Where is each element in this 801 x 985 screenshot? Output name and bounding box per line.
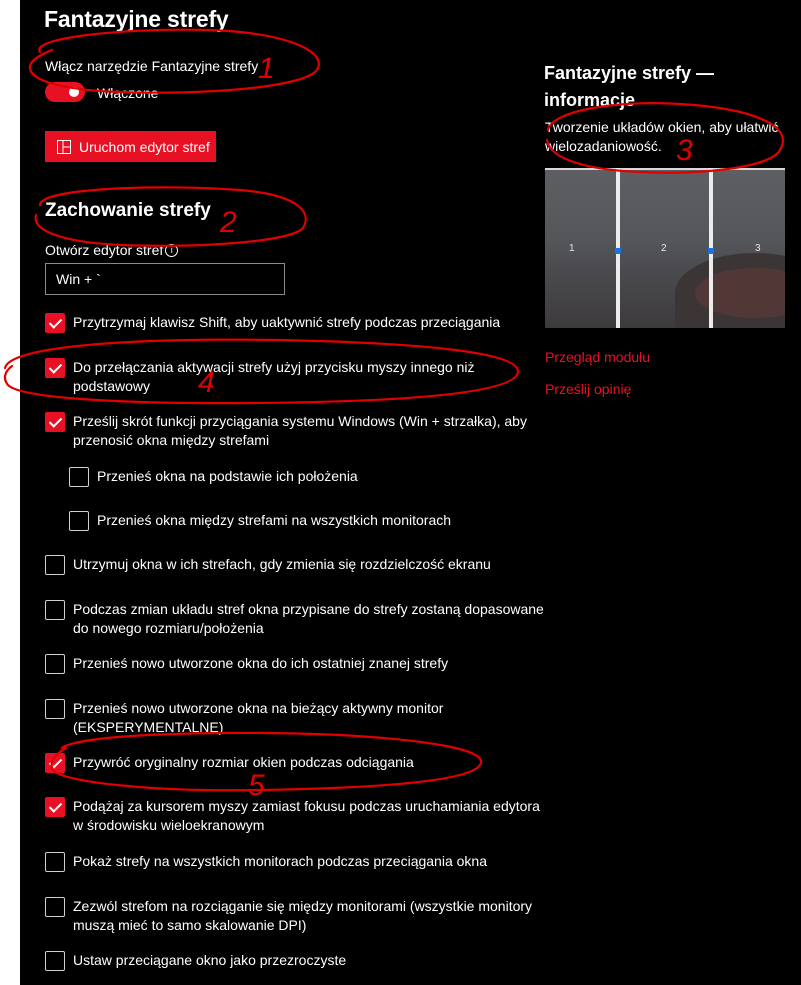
option-checkbox[interactable] [69,467,89,487]
editor-shortcut-input[interactable] [45,263,285,295]
option-checkbox[interactable] [69,511,89,531]
option-checkbox[interactable] [45,797,65,817]
zone-number: 1 [569,243,575,254]
window-left-edge [0,0,20,985]
launch-editor-label: Uruchom edytor stref [79,138,210,155]
editor-shortcut-label [45,242,178,258]
option-checkbox[interactable] [45,897,65,917]
zones-preview-image [545,168,785,328]
option-checkbox[interactable] [45,412,65,432]
toggle-knob [69,87,79,97]
divider-handle [708,248,714,254]
option-label: Przenieś okna między strefami na wszystkich monitorach [97,512,452,528]
option-label: Przenieś okna na podstawie ich położenia [97,468,358,484]
option-label: Ustaw przeciągane okno jako przezroczyste [73,952,347,968]
annotation-number: 5 [248,769,265,802]
option-label: Do przełączania aktywacji strefy użyj przycisku myszy innego niż podstawowy [73,359,475,394]
option-label: Pokaż strefy na wszystkich monitorach podczas przeciągania okna [73,853,487,869]
option-label: Podążaj za kursorem myszy zamiast fokusu podczas uruchamiania edytora w środowisku wieloekranowym [73,798,540,833]
option-checkbox[interactable] [45,699,65,719]
zone-number: 3 [755,243,761,254]
option-checkbox[interactable] [45,600,65,620]
option-label: Utrzymuj okna w ich strefach, gdy zmienia się rozdzielczość ekranu [73,556,491,572]
toggle-state-label: Włączone [97,85,159,101]
annotation-number: 1 [258,52,275,85]
launch-editor-button[interactable] [45,131,216,162]
option-checkbox[interactable] [45,852,65,872]
page-title: Fantazyjne strefy [44,6,229,32]
enable-label: Włącz narzędzie Fantazyjne strefy [45,58,259,74]
option-checkbox[interactable] [45,358,65,378]
option-label: Podczas zmian układu stref okna przypisane do strefy zostaną dopasowane do nowego rozmiaru/położenia [73,601,544,636]
annotation-number: 2 [220,206,237,239]
option-label: Prześlij skrót funkcji przyciągania systemu Windows (Win + strzałka), aby przenosić okna między strefami [73,413,527,448]
zone-behavior-heading: Zachowanie strefy [45,200,211,221]
annotation-number: 3 [676,134,693,167]
divider-handle [615,248,621,254]
feedback-link[interactable]: Prześlij opinię [545,381,632,397]
module-overview-link[interactable]: Przegląd modułu [545,349,651,365]
option-label: Przywróć oryginalny rozmiar okien podczas odciągania [73,754,414,770]
enable-toggle[interactable] [45,82,85,102]
annotation-number: 4 [198,366,215,399]
option-label: Przenieś nowo utworzone okna do ich ostatniej znanej strefy [73,655,449,671]
about-description: Tworzenie układów okien, aby ułatwić wielozadaniowość. [545,119,779,154]
zone-number: 2 [661,243,667,254]
info-icon[interactable]: i [165,244,178,257]
option-checkbox[interactable] [45,654,65,674]
option-checkbox[interactable] [45,951,65,971]
preview-top-edge [545,168,785,170]
option-checkbox[interactable] [45,555,65,575]
editor-shortcut-text: Otwórz edytor stref [45,242,164,258]
option-label: Przytrzymaj klawisz Shift, aby uaktywnić strefy podczas przeciągania [73,314,501,330]
option-checkbox[interactable] [45,313,65,333]
option-label: Przenieś nowo utworzone okna na bieżący aktywny monitor (EKSPERYMENTALNE) [73,700,444,735]
layout-icon [57,140,71,154]
option-label: Zezwól strefom na rozciąganie się między monitorami (wszystkie monitory muszą mieć to samo skalowanie DPI) [73,898,533,933]
about-title: Fantazyjne strefy — informacje [544,63,715,110]
option-checkbox[interactable] [45,753,65,773]
